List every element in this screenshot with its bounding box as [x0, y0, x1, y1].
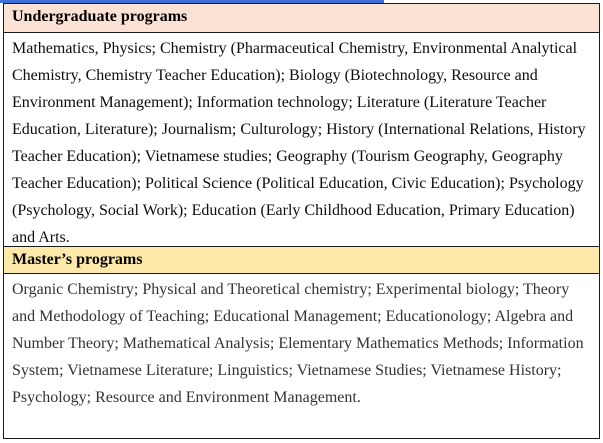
master-programs-list: Organic Chemistry; Physical and Theoretical chemistry; Experimental biology; Theory and Methodology of Teaching; Educational Management; Educationology; Algebra and Number Theory; Mathematical Analysis; Elementary Mathematics Methods; Information System; Vietnamese Literature; Linguistics; Vietnamese Studies; Vietnamese History; Psychology; Resource and Environment Management. — [12, 281, 584, 406]
master-programs-header: Master’s programs — [4, 246, 599, 274]
programs-table — [3, 3, 600, 439]
undergraduate-programs-list: Mathematics, Physics; Chemistry (Pharmaceutical Chemistry, Environmental Analytical Chemistry, Chemistry Teacher Education); Biology (Biotechnology, Resource and Environment Management); Information technology; Literature (Literature Teacher Education, Literature); Journalism; Culturology; History (International Relations, History Teacher Education); Vietnamese studies; Geography (Tourism Geography, Geography Teacher Education); Political Science (Political Education, Civic Education); Psychology (Psychology, Social Work); Education (Early Childhood Education, Primary Education) and Arts. — [12, 40, 586, 246]
undergraduate-programs-header: Undergraduate programs — [4, 4, 599, 33]
